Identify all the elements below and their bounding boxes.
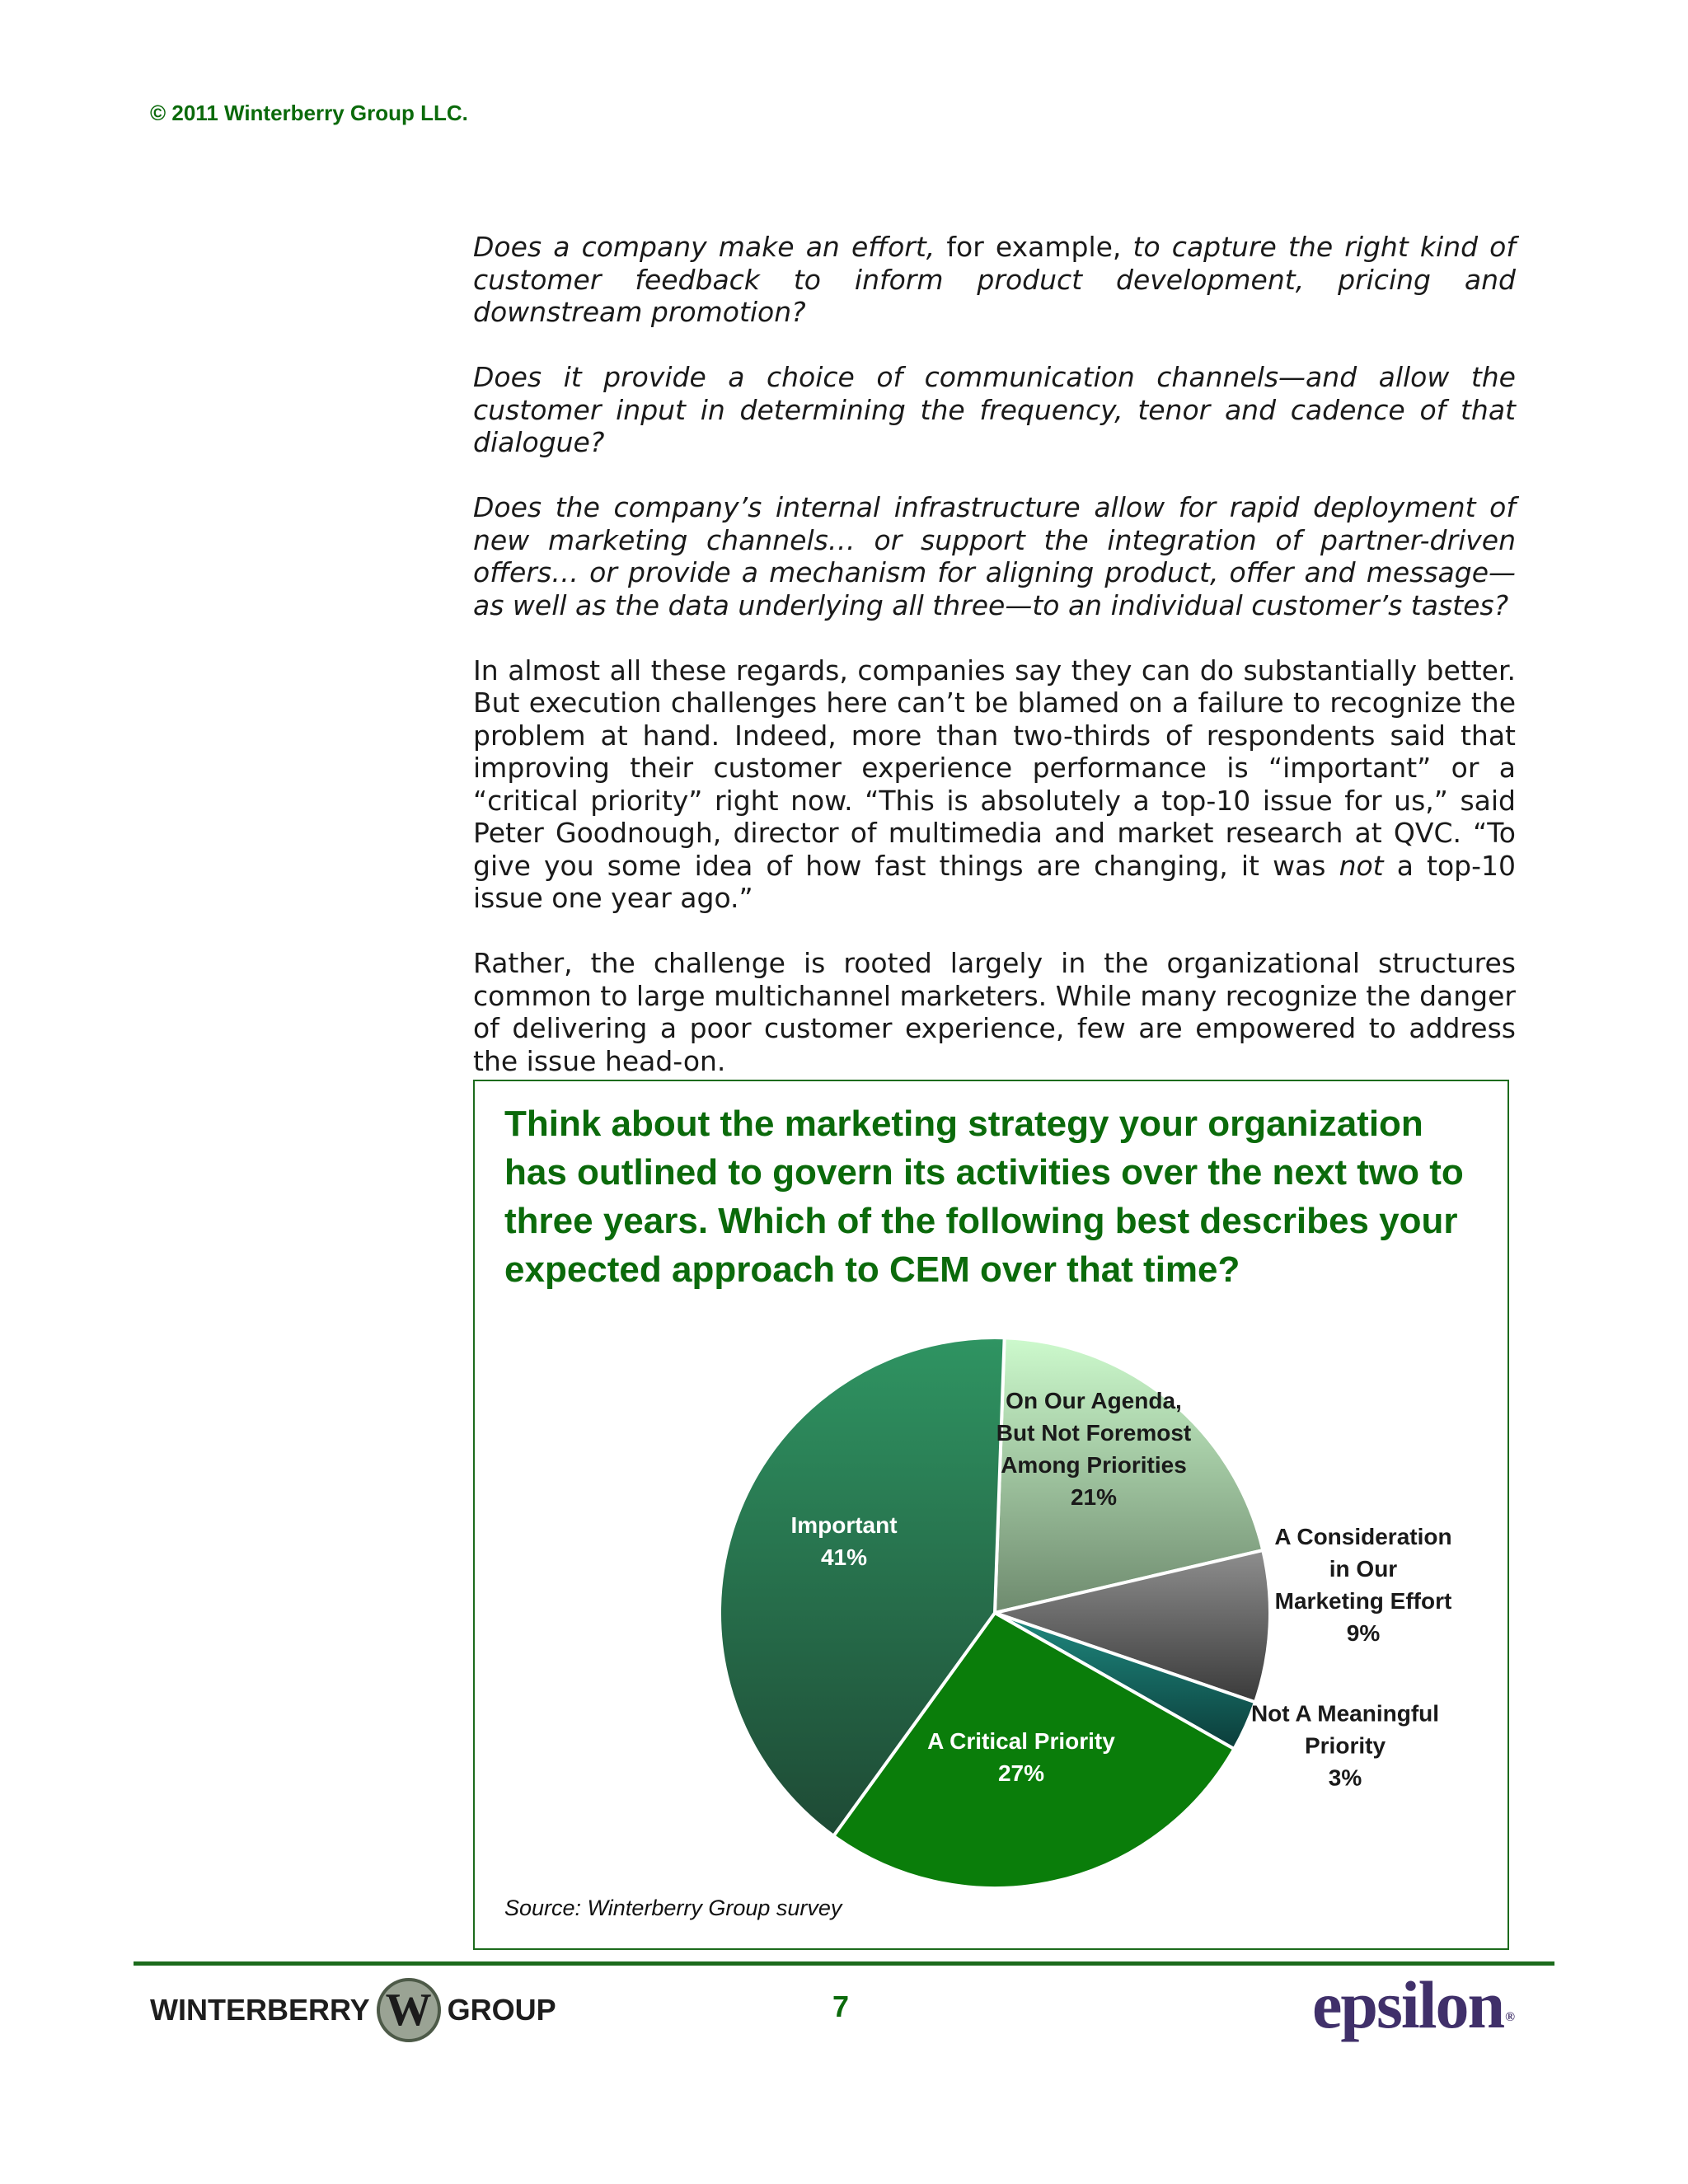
chart-source: Source: Winterberry Group survey [504, 1896, 842, 1920]
pie-category-line: A Consideration [1274, 1523, 1452, 1549]
copyright-notice: © 2011 Winterberry Group LLC. [150, 101, 468, 125]
pie-value-label-3: 3% [1328, 1765, 1362, 1791]
pie-label-3 [1251, 1700, 1439, 1790]
paragraph-5: Rather, the challenge is rooted largely in the organizational structures common to large multichannel marketers. While many recognize the danger of delivering a poor customer experience, few are empowered to address the issue head-on. [473, 947, 1516, 1077]
pie-category-line: On Our Agenda, [1006, 1387, 1182, 1413]
pie-category-line: Among Priorities [1001, 1451, 1187, 1478]
chart-panel [473, 1080, 1509, 1950]
pie-category-line: Marketing Effort [1274, 1587, 1452, 1614]
pie-category-line: Important [790, 1511, 898, 1538]
pie-category-line: in Our [1329, 1555, 1398, 1582]
pie-category-line: But Not Foremost [996, 1419, 1192, 1446]
chart-title: Think about the marketing strategy your organization has outlined to govern its activities over the next two to three years. Which of the following best describes your expected approach to CEM over that time? [504, 1104, 1464, 1290]
pie-value-label-5: 41% [820, 1544, 868, 1570]
paragraph-4: In almost all these regards, companies say they can do substantially better. But execution challenges here can’t be blamed on a failure to recognize the problem at hand. Indeed, more than two-thirds of respondents said that improving their customer experience performance is “important” or a “critical priority” right now. “This is absolutely a top-10 issue for us,” said Peter Goodnough, director of multimedia and market research at QVC. “To give you some idea of how fast things are changing, it was not a top-10 issue one year ago.” [473, 654, 1516, 914]
logo-word-winterberry: WINTERBERRY [150, 1993, 370, 2027]
paragraph-1: Does a company make an effort, for example, to capture the right kind of customer feedback to inform product development, pricing and downstream promotion? [473, 231, 1516, 328]
pie-value-label-4: 27% [997, 1760, 1045, 1786]
w-badge-icon: W [377, 1978, 441, 2042]
pie-value-label-1: 21% [1070, 1483, 1118, 1510]
page-number: 7 [832, 1990, 850, 2023]
body-text [473, 231, 1516, 1110]
paragraph-3: Does the company’s internal infrastructure allow for rapid deployment of new marketing channels… or support the integration of partner-driven offers… or provide a mechanism for aligning product, offer and message—as well as the data underlying all three—to an individual customer’s tastes? [473, 491, 1516, 621]
footer-divider [134, 1961, 1554, 1966]
pie-category-line: A Critical Priority [927, 1727, 1115, 1754]
epsilon-logo: epsilon ® [1312, 1967, 1516, 2042]
paragraph-2: Does it provide a choice of communication channels—and allow the customer input in determining the frequency, tenor and cadence of that dialogue? [473, 361, 1516, 458]
pie-chart [475, 1081, 1511, 1952]
pie-value-label-2: 9% [1346, 1619, 1381, 1646]
pie-category-line: Not A Meaningful [1250, 1700, 1440, 1727]
pie-label-2 [1274, 1524, 1451, 1646]
logo-word-group: GROUP [447, 1993, 556, 2027]
winterberry-logo [150, 1973, 556, 2047]
pie-category-line: Priority [1304, 1732, 1386, 1759]
